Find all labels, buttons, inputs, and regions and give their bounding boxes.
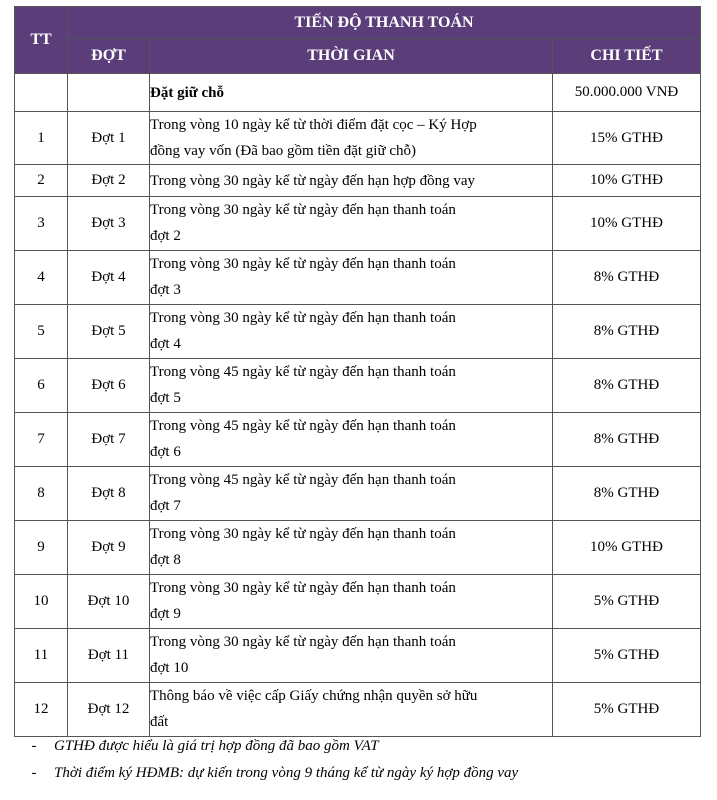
row-time-cell: [150, 467, 553, 521]
row-tt: 8: [15, 467, 68, 521]
row-detail: 5% GTHĐ: [553, 683, 701, 737]
row-tt: 1: [15, 112, 68, 165]
row-detail: 10% GTHĐ: [553, 521, 701, 575]
deposit-dot-cell: [68, 74, 150, 112]
header-tt: TT: [15, 7, 68, 74]
table-row: [15, 251, 701, 305]
row-detail: 15% GTHĐ: [553, 112, 701, 165]
table-row: [15, 197, 701, 251]
row-time-cell: [150, 413, 553, 467]
table-row: [15, 165, 701, 197]
row-time-line1: Trong vòng 30 ngày kể từ ngày đến hạn hợp đồng vay: [150, 172, 476, 189]
row-time-line2: đợt 9: [150, 606, 181, 622]
row-time-line1: Trong vòng 30 ngày kể từ ngày đến hạn thanh toán: [150, 526, 456, 542]
row-dot: Đợt 5: [68, 305, 150, 359]
row-time-line2: đợt 10: [150, 660, 189, 676]
row-time-cell: [150, 251, 553, 305]
table-row: [15, 305, 701, 359]
row-time-line2: đồng vay vốn (Đã bao gồm tiền đặt giữ chỗ): [150, 143, 416, 159]
table-title: TIẾN ĐỘ THANH TOÁN: [68, 7, 701, 39]
header-dot: ĐỢT: [68, 39, 150, 74]
row-time-line2: đợt 4: [150, 336, 181, 352]
header-thoi-gian: THỜI GIAN: [150, 39, 553, 74]
row-time-cell: [150, 197, 553, 251]
row-time-line2: đợt 5: [150, 390, 181, 406]
row-time-cell: [150, 521, 553, 575]
table-row: [15, 112, 701, 165]
row-time-cell: [150, 305, 553, 359]
table-row: [15, 359, 701, 413]
row-time-line1: Thông báo về việc cấp Giấy chứng nhận quyền sở hữu: [150, 688, 478, 704]
row-tt: 6: [15, 359, 68, 413]
row-detail: 5% GTHĐ: [553, 575, 701, 629]
row-detail: 10% GTHĐ: [553, 165, 701, 197]
row-tt: 12: [15, 683, 68, 737]
row-detail: 8% GTHĐ: [553, 359, 701, 413]
row-time-cell: [150, 683, 553, 737]
row-time-line2: đợt 3: [150, 282, 181, 298]
row-dot: Đợt 10: [68, 575, 150, 629]
deposit-tt-cell: [15, 74, 68, 112]
note-item: [14, 733, 700, 760]
row-time-line1: Trong vòng 10 ngày kể từ thời điểm đặt cọc – Ký Hợp: [150, 117, 477, 133]
row-tt: 3: [15, 197, 68, 251]
row-time-line1: Trong vòng 45 ngày kể từ ngày đến hạn thanh toán: [150, 364, 456, 380]
row-tt: 11: [15, 629, 68, 683]
row-dot: Đợt 9: [68, 521, 150, 575]
row-detail: 8% GTHĐ: [553, 305, 701, 359]
row-time-line2: đất: [150, 714, 169, 730]
row-time-line2: đợt 2: [150, 228, 181, 244]
note-bullet: -: [31, 765, 37, 781]
row-tt: 5: [15, 305, 68, 359]
payment-schedule-table: [14, 6, 701, 737]
note-item: [14, 760, 700, 787]
note-text: Thời điểm ký HĐMB: dự kiến trong vòng 9 tháng kể từ ngày ký hợp đồng vay: [54, 765, 519, 781]
row-time-cell: [150, 629, 553, 683]
row-dot: Đợt 4: [68, 251, 150, 305]
row-time-line2: đợt 8: [150, 552, 181, 568]
deposit-row: [15, 74, 701, 112]
row-tt: 4: [15, 251, 68, 305]
row-tt: 10: [15, 575, 68, 629]
table-row: [15, 413, 701, 467]
row-dot: Đợt 11: [68, 629, 150, 683]
deposit-amount: 50.000.000 VNĐ: [553, 74, 701, 112]
row-time-line1: Trong vòng 45 ngày kể từ ngày đến hạn thanh toán: [150, 418, 456, 434]
table-header-row-columns: [15, 39, 701, 74]
row-dot: Đợt 8: [68, 467, 150, 521]
row-time-line1: Trong vòng 30 ngày kể từ ngày đến hạn thanh toán: [150, 310, 456, 326]
table-row: [15, 467, 701, 521]
row-time-cell: [150, 112, 553, 165]
table-row: [15, 683, 701, 737]
deposit-label: Đặt giữ chỗ: [150, 74, 553, 112]
row-time-line2: đợt 7: [150, 498, 181, 514]
row-dot: Đợt 3: [68, 197, 150, 251]
row-dot: Đợt 1: [68, 112, 150, 165]
row-time-cell: [150, 359, 553, 413]
row-detail: 8% GTHĐ: [553, 413, 701, 467]
row-time-line1: Trong vòng 45 ngày kể từ ngày đến hạn thanh toán: [150, 472, 456, 488]
table-header-row-title: [15, 7, 701, 39]
note-bullet: -: [31, 738, 37, 754]
row-time-line1: Trong vòng 30 ngày kể từ ngày đến hạn thanh toán: [150, 256, 456, 272]
row-time-line1: Trong vòng 30 ngày kể từ ngày đến hạn thanh toán: [150, 202, 456, 218]
row-time-line1: Trong vòng 30 ngày kể từ ngày đến hạn thanh toán: [150, 580, 456, 596]
row-dot: Đợt 7: [68, 413, 150, 467]
row-detail: 5% GTHĐ: [553, 629, 701, 683]
row-dot: Đợt 6: [68, 359, 150, 413]
row-time-line1: Trong vòng 30 ngày kể từ ngày đến hạn thanh toán: [150, 634, 456, 650]
row-tt: 2: [15, 165, 68, 197]
row-detail: 10% GTHĐ: [553, 197, 701, 251]
row-tt: 9: [15, 521, 68, 575]
row-detail: 8% GTHĐ: [553, 251, 701, 305]
row-dot: Đợt 12: [68, 683, 150, 737]
row-time-line2: đợt 6: [150, 444, 181, 460]
row-tt: 7: [15, 413, 68, 467]
row-time-cell: [150, 165, 553, 197]
table-row: [15, 575, 701, 629]
row-detail: 8% GTHĐ: [553, 467, 701, 521]
table-row: [15, 521, 701, 575]
notes-section: [14, 733, 700, 787]
row-time-cell: [150, 575, 553, 629]
table-row: [15, 629, 701, 683]
row-dot: Đợt 2: [68, 165, 150, 197]
note-text: GTHĐ được hiểu là giá trị hợp đồng đã bao gồm VAT: [54, 738, 379, 754]
header-chi-tiet: CHI TIẾT: [553, 39, 701, 74]
